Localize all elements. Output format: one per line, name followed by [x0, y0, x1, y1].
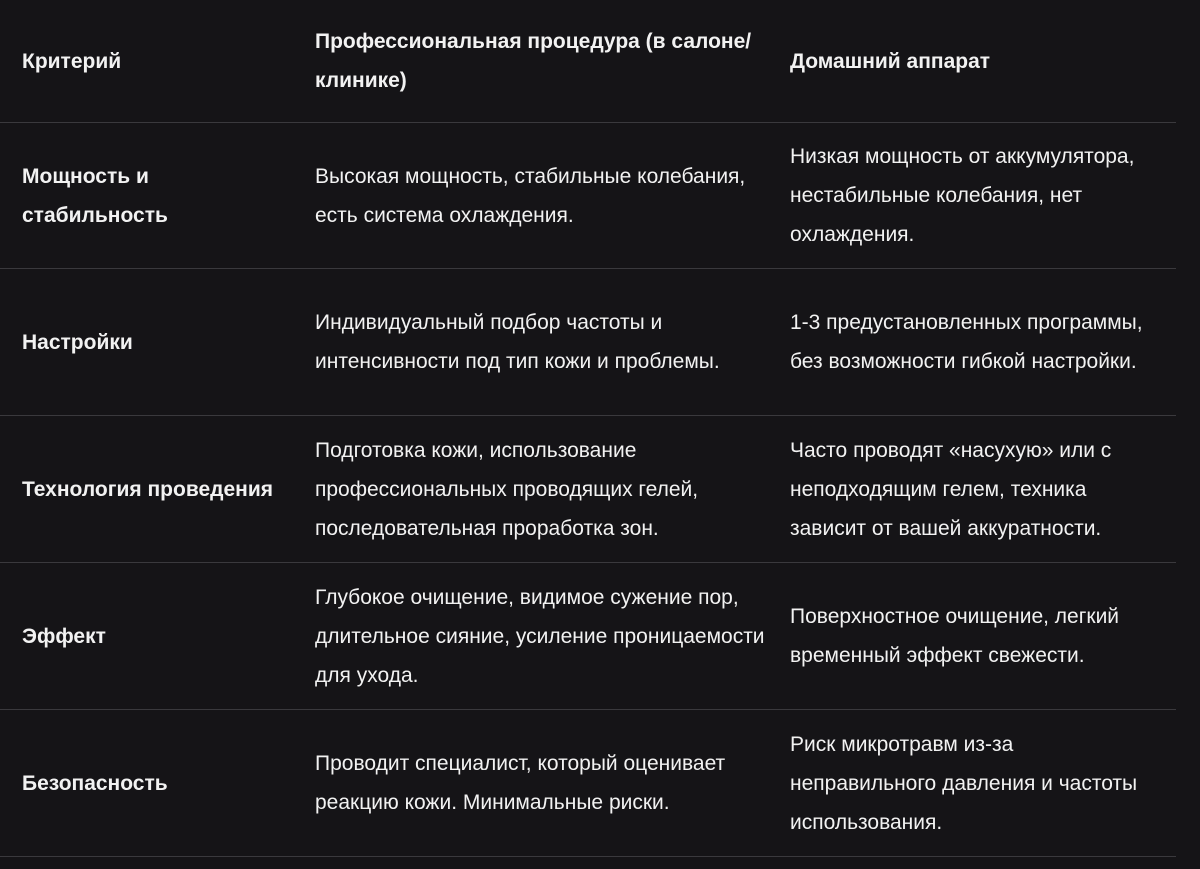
- row-home: Риск микротравм из-за неправильного давления и частоты использования.: [790, 732, 1138, 834]
- row-home: Часто проводят «насухую» или с неподходящим гелем, техника зависит от вашей аккуратности.: [790, 438, 1112, 540]
- row-professional: Индивидуальный подбор частоты и интенсивности под тип кожи и проблемы.: [315, 311, 720, 373]
- row-criterion: Мощность и стабильность: [22, 164, 168, 227]
- row-criterion: Безопасность: [22, 771, 168, 795]
- table-row: [0, 123, 1176, 269]
- table-row: [0, 710, 1176, 857]
- row-criterion: Настройки: [22, 330, 133, 354]
- row-professional: Подготовка кожи, использование профессиональных проводящих гелей, последовательная проработка зон.: [315, 438, 699, 540]
- table-header-row: [0, 0, 1176, 123]
- table-row: [0, 563, 1176, 710]
- row-home: 1-3 предустановленных программы, без возможности гибкой настройки.: [790, 311, 1143, 373]
- table-row: [0, 269, 1176, 416]
- header-criterion: Критерий: [22, 49, 122, 73]
- table-row: [0, 416, 1176, 563]
- header-home: Домашний аппарат: [790, 49, 991, 73]
- row-professional: Проводит специалист, который оценивает реакцию кожи. Минимальные риски.: [315, 752, 726, 814]
- row-home: Низкая мощность от аккумулятора, нестабильные колебания, нет охлаждения.: [790, 145, 1135, 246]
- row-professional: Глубокое очищение, видимое сужение пор, длительное сияние, усиление проницаемости для ухода.: [315, 585, 765, 687]
- row-criterion: Эффект: [22, 624, 106, 648]
- row-professional: Высокая мощность, стабильные колебания, есть система охлаждения.: [315, 164, 746, 227]
- row-home: Поверхностное очищение, легкий временный эффект свежести.: [790, 605, 1120, 667]
- header-professional: Профессиональная процедура (в салоне/клинике): [315, 30, 752, 92]
- row-criterion: Технология проведения: [22, 477, 273, 501]
